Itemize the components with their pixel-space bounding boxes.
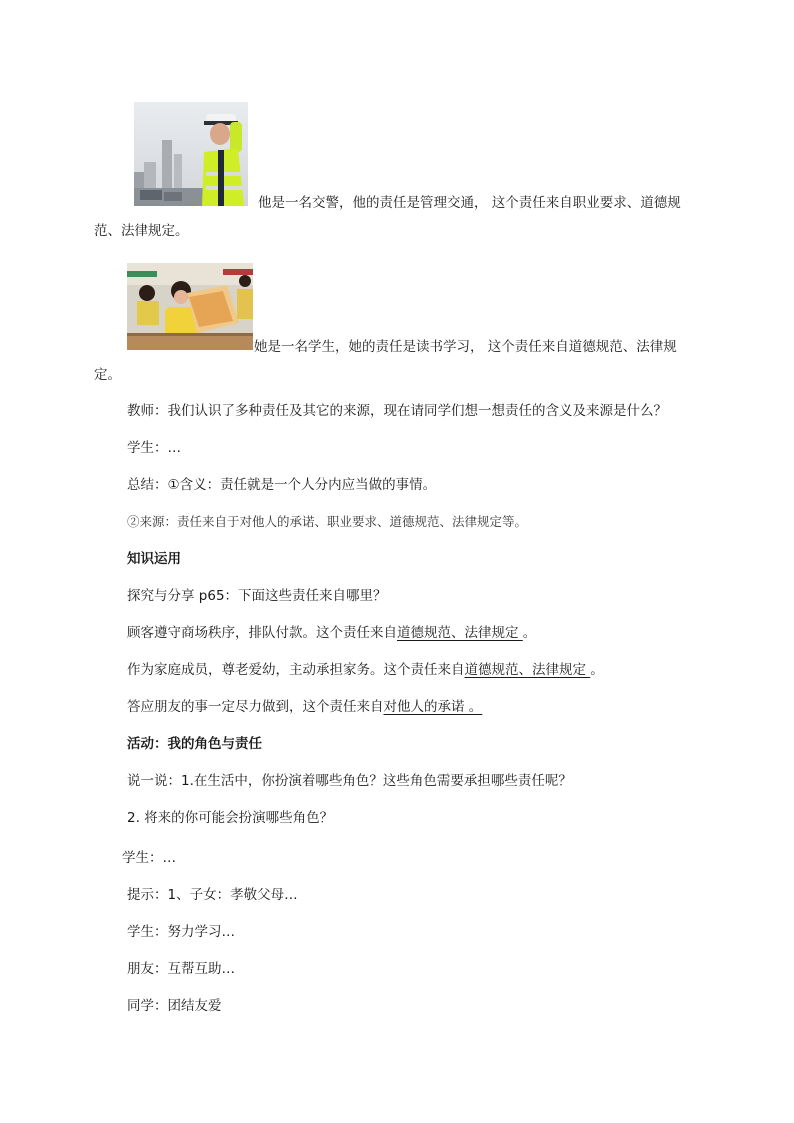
summary-meaning: 总结：①含义：责任就是一个人分内应当做的事情。 — [127, 477, 437, 493]
paragraph-student-line1: 她是一名学生，她的责任是读书学习， 这个责任来自道德规范、法律规 — [254, 339, 677, 355]
question-1-text: 顾客遵守商场秩序，排队付款。这个责任来自 — [127, 625, 397, 641]
role-classmate: 同学：团结友爱 — [127, 998, 222, 1014]
section-heading-activity: 活动：我的角色与责任 — [127, 736, 262, 752]
question-1-end: 。 — [522, 625, 537, 641]
paragraph-student-line2: 定。 — [94, 367, 121, 383]
question-2-text: 作为家庭成员，尊老爱幼，主动承担家务。这个责任来自 — [127, 662, 465, 678]
question-2-end: 。 — [590, 662, 604, 678]
student-answer-1: 学生：… — [127, 440, 181, 456]
say-prompt: 说一说：1.在生活中，你扮演着哪些角色？这些角色需要承担哪些责任呢？ — [127, 773, 572, 789]
question-2-answer: 道德规范、法律规定 — [464, 662, 591, 678]
question-3 — [127, 697, 482, 717]
question-3-answer: 对他人的承诺 。 — [383, 699, 483, 715]
future-roles-prompt: 2. 将来的你可能会扮演哪些角色？ — [127, 810, 334, 826]
traffic-police-photo — [134, 102, 248, 206]
summary-source: ②来源：责任来自于对他人的承诺、职业要求、道德规范、法律规定等。 — [127, 514, 528, 529]
role-friend: 朋友：互帮互助… — [127, 961, 235, 977]
explore-question: 探究与分享 p65：下面这些责任来自哪里？ — [127, 588, 387, 604]
student-reading-photo — [127, 263, 253, 350]
student-answer-2: 学生：… — [122, 850, 176, 866]
question-1-answer: 道德规范、法律规定 — [397, 625, 523, 641]
teacher-question: 教师：我们认识了多种责任及其它的来源，现在请同学们想一想责任的含义及来源是什么？ — [127, 403, 667, 419]
paragraph-traffic-police-line1: 他是一名交警，他的责任是管理交通， 这个责任来自职业要求、道德规 — [258, 195, 681, 211]
question-2 — [127, 660, 604, 680]
paragraph-traffic-police-line2: 范、法律规定。 — [94, 223, 189, 239]
question-3-text: 答应朋友的事一定尽力做到，这个责任来自 — [127, 699, 384, 715]
question-1 — [127, 623, 536, 643]
hint-child-role: 提示：1、子女：孝敬父母… — [127, 887, 298, 903]
section-heading-knowledge: 知识运用 — [127, 551, 181, 567]
role-student: 学生：努力学习… — [127, 924, 235, 940]
